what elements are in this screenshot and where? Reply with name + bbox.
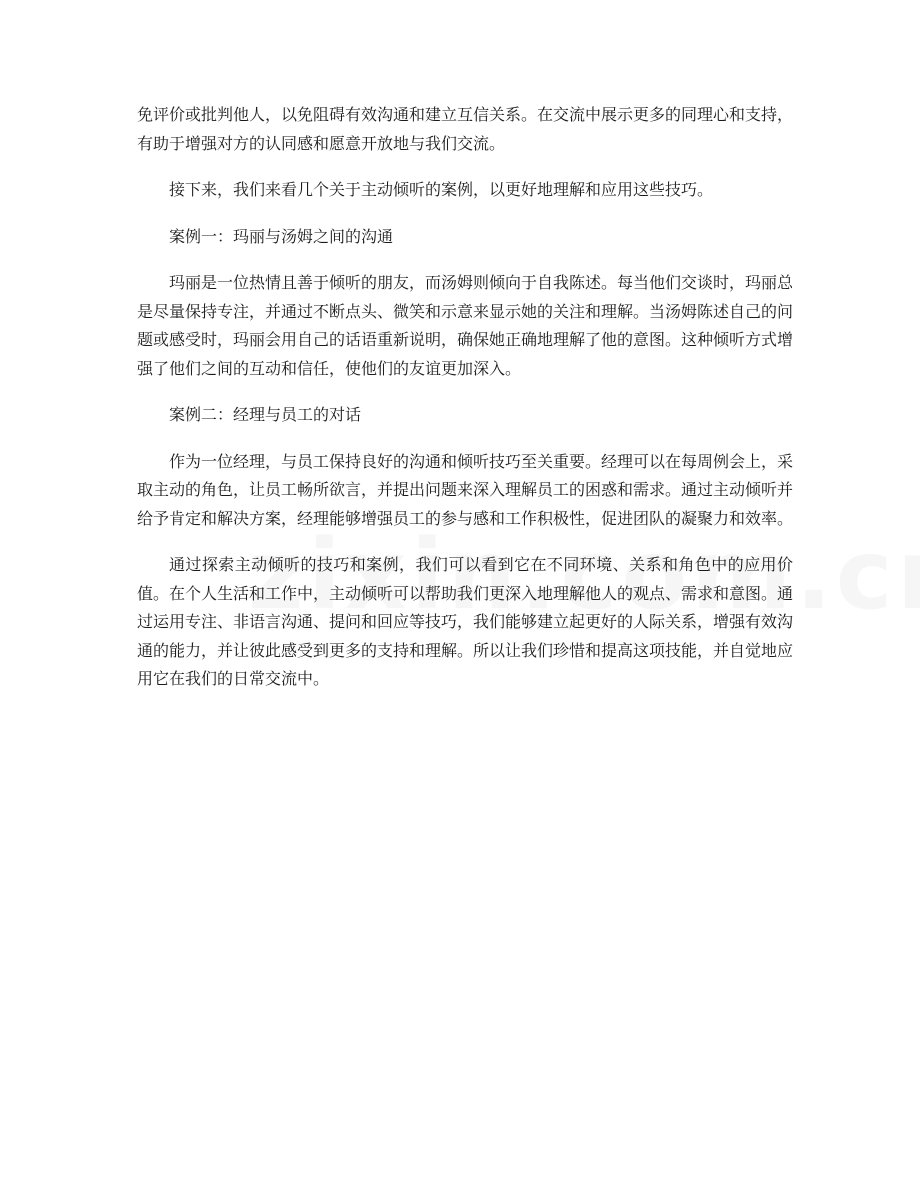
paragraph-1: 免评价或批判他人，以免阻碍有效沟通和建立互信关系。在交流中展示更多的同理心和支持，有助于增强对方的认同感和愿意开放地与我们交流。 <box>137 105 794 153</box>
paragraph-6: 作为一位经理，与员工保持良好的沟通和倾听技巧至关重要。经理可以在每周例会上，采取主动的角色，让员工畅所欲言，并提出问题来深入理解员工的困惑和需求。通过主动倾听并给予肯定和解决方案，经理能够增强员工的参与感和工作积极性，促进团队的凝聚力和效率。 <box>137 451 794 528</box>
paragraph-2: 接下来，我们来看几个关于主动倾听的案例，以更好地理解和应用这些技巧。 <box>169 180 714 199</box>
case-heading-1: 案例一：玛丽与汤姆之间的沟通 <box>169 226 394 246</box>
paragraph-7: 通过探索主动倾听的技巧和案例，我们可以看到它在不同环境、关系和角色中的应用价值。在个人生活和工作中，主动倾听可以帮助我们更深入地理解他人的观点、需求和意图。通过运用专注、非语言沟通、提问和回应等技巧，我们能够建立起更好的人际关系，增强有效沟通的能力，并让彼此感受到更多的支持和理解。所以让我们珍惜和提高这项技能，并自觉地应用它在我们的日常交流中。 <box>137 555 794 688</box>
case-heading-2: 案例二：经理与员工的对话 <box>169 405 362 424</box>
paragraph-4: 玛丽是一位热情且善于倾听的朋友，而汤姆则倾向于自我陈述。每当他们交谈时，玛丽总是尽量保持专注，并通过不断点头、微笑和示意来显示她的关注和理解。当汤姆陈述自己的问题或感受时，玛丽会用自己的话语重新说明，确保她正确地理解了他的意图。这种倾听方式增强了他们之间的互动和信任，使他们的友谊更加深入。 <box>137 273 794 378</box>
document-body <box>137 101 793 712</box>
